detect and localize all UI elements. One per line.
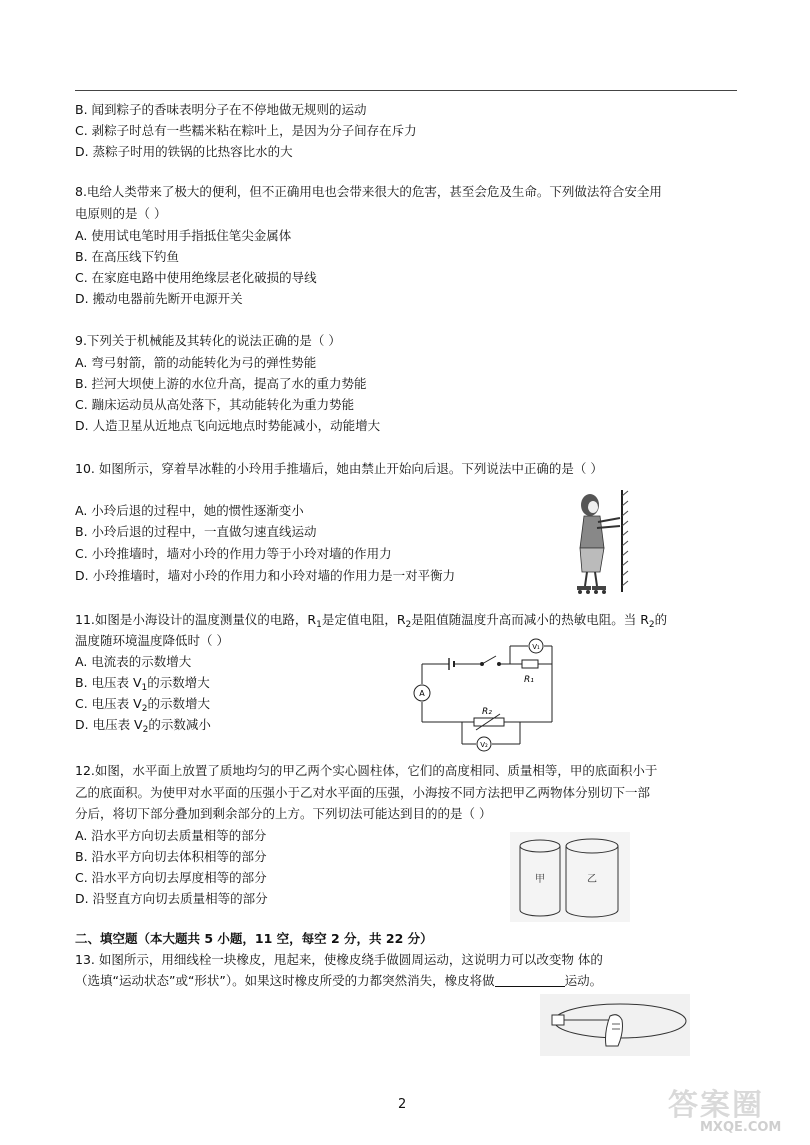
- watermark-logo: 答案圈: [668, 1088, 764, 1123]
- r2-label: R₂: [482, 707, 492, 717]
- eraser-circular-motion-figure: [540, 994, 690, 1056]
- q11-option-d: [75, 717, 211, 738]
- header-rule: [75, 90, 737, 91]
- q11-option-b: [75, 675, 210, 696]
- q8-option-a: A. 使用试电笔时用手指抵住笔尖金属体: [75, 228, 292, 243]
- q10-option-d: D. 小玲推墙时，墙对小玲的作用力和小玲对墙的作用力是一对平衡力: [75, 568, 456, 583]
- q11-option-d-sub: 2: [142, 725, 149, 735]
- q13-line2-post: 运动。: [564, 973, 603, 988]
- page-number: 2: [398, 1097, 407, 1112]
- q12-stem-line3: 分后，将切下部分叠加到剩余部分的上方。下列切法可能达到目的的是（ ）: [75, 806, 492, 821]
- circuit-diagram-figure: [404, 636, 564, 754]
- q11-option-c: [75, 696, 210, 717]
- q13-line2-pre: （选填“运动状态”或“形状”）。如果这时橡皮所受的力都突然消失，橡皮将做: [75, 973, 495, 988]
- q8-stem-line2: 电原则的是（ ）: [75, 206, 167, 221]
- ammeter-label: A: [419, 689, 425, 698]
- q9-stem: 9.下列关于机械能及其转化的说法正确的是（ ）: [75, 333, 341, 348]
- cylinders-figure: [510, 832, 630, 922]
- q13-line1: 13. 如图所示，用细线栓一块橡皮，甩起来，使橡皮绕手做圆周运动，这说明力可以改变物 体的: [75, 952, 603, 967]
- q11-stem-line2: 温度随环境温度降低时（ ）: [75, 633, 229, 648]
- q7-option-b: B. 闻到粽子的香味表明分子在不停地做无规则的运动: [75, 102, 367, 117]
- q12-stem-line2: 乙的底面积。为使甲对水平面的压强小于乙对水平面的压强，小海按不同方法把甲乙两物体分别切下一部: [75, 785, 651, 800]
- q11-option-b-pre: B. 电压表 V: [75, 675, 142, 690]
- q12-option-b: B. 沿水平方向切去体积相等的部分: [75, 849, 267, 864]
- q8-option-c: C. 在家庭电路中使用绝缘层老化破损的导线: [75, 270, 317, 285]
- q11-stem-part-a: 11.如图是小海设计的温度测量仪的电路，R: [75, 612, 317, 627]
- q10-option-c: C. 小玲推墙时，墙对小玲的作用力等于小玲对墙的作用力: [75, 546, 392, 561]
- q11-r2-subscript: 2: [405, 620, 412, 630]
- q12-option-c: C. 沿水平方向切去厚度相等的部分: [75, 870, 267, 885]
- q7-option-d: D. 蒸粽子时用的铁锅的比热容比水的大: [75, 144, 293, 159]
- v1-label: V₁: [532, 643, 540, 651]
- q11-option-d-pre: D. 电压表 V: [75, 717, 143, 732]
- q11-stem-line1: [75, 612, 667, 633]
- q7-option-c: C. 剥粽子时总有一些糯米粘在粽叶上，是因为分子间存在斥力: [75, 123, 417, 138]
- watermark-url: MXQE.COM: [700, 1120, 782, 1135]
- q11-option-c-pre: C. 电压表 V: [75, 696, 142, 711]
- section-fill-in-title: 二、填空题（本大题共 5 小题，11 空，每空 2 分，共 22 分）: [75, 931, 433, 946]
- q11-option-a: A. 电流表的示数增大: [75, 654, 192, 669]
- q11-r2-subscript-2: 2: [648, 620, 655, 630]
- cylinder-jia-label: 甲: [535, 874, 545, 885]
- q12-option-a: A. 沿水平方向切去质量相等的部分: [75, 828, 267, 843]
- q9-option-d: D. 人造卫星从近地点飞向远地点时势能减小，动能增大: [75, 418, 381, 433]
- q13-line2: [75, 973, 602, 989]
- q9-option-b: B. 拦河大坝使上游的水位升高，提高了水的重力势能: [75, 376, 367, 391]
- q9-option-a: A. 弯弓射箭，箭的动能转化为弓的弹性势能: [75, 355, 317, 370]
- q11-option-b-sub: 1: [141, 683, 148, 693]
- q11-option-b-post: 的示数增大: [147, 675, 210, 690]
- q12-stem-line1: 12.如图，水平面上放置了质地均匀的甲乙两个实心圆柱体，它们的高度相同、质量相等，甲的底面积小于: [75, 763, 658, 778]
- skater-pushing-wall-figure: [560, 488, 640, 596]
- q11-option-c-sub: 2: [141, 704, 148, 714]
- cylinder-yi-label: 乙: [587, 874, 597, 885]
- q12-option-d: D. 沿竖直方向切去质量相等的部分: [75, 891, 268, 906]
- q11-stem-part-d: 的: [654, 612, 668, 627]
- q10-option-a: A. 小玲后退的过程中，她的惯性逐渐变小: [75, 503, 304, 518]
- q11-stem-part-c: 是阻值随温度升高而减小的热敏电阻。当 R: [411, 612, 649, 627]
- q11-option-d-post: 的示数减小: [148, 717, 211, 732]
- q10-stem: 10. 如图所示，穿着旱冰鞋的小玲用手推墙后，她由禁止开始向后退。下列说法中正确的是（ ）: [75, 461, 603, 476]
- v2-label: V₂: [480, 741, 488, 749]
- q13-answer-blank[interactable]: [495, 974, 565, 987]
- q8-stem-line1: 8.电给人类带来了极大的便利，但不正确用电也会带来很大的危害，甚至会危及生命。下列做法符合安全用: [75, 184, 662, 199]
- q9-option-c: C. 蹦床运动员从高处落下，其动能转化为重力势能: [75, 397, 355, 412]
- q10-option-b: B. 小玲后退的过程中，一直做匀速直线运动: [75, 524, 317, 539]
- q8-option-b: B. 在高压线下钓鱼: [75, 249, 180, 264]
- q11-r1-subscript: 1: [316, 620, 322, 630]
- q11-stem-part-b: 是定值电阻，R: [321, 612, 406, 627]
- q11-option-c-post: 的示数增大: [147, 696, 210, 711]
- q8-option-d: D. 搬动电器前先断开电源开关: [75, 291, 243, 306]
- r1-label: R₁: [524, 675, 534, 685]
